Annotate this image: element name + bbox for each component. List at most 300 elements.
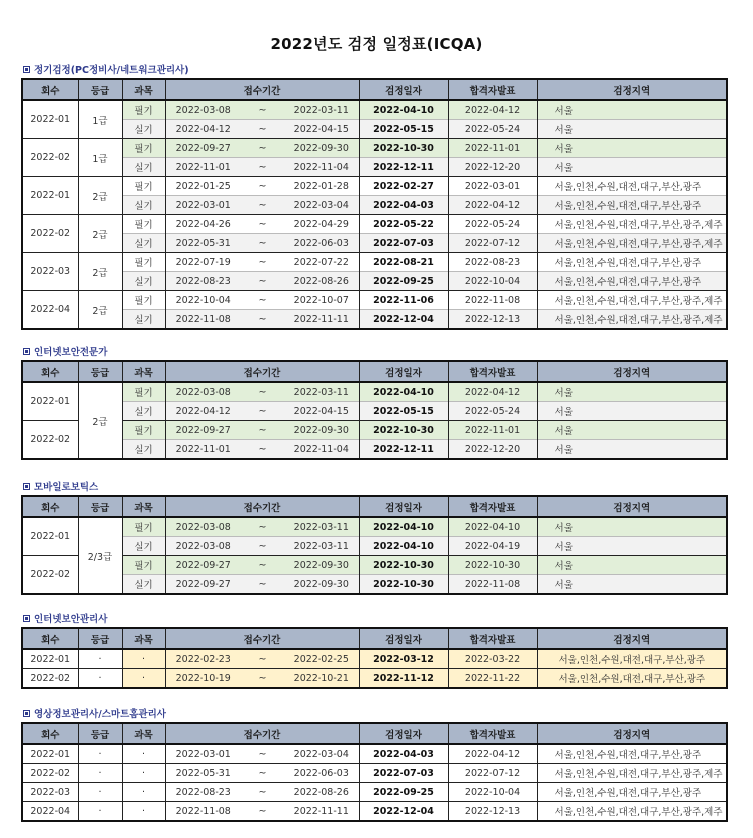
cell-grade: 2급 [78, 177, 122, 215]
cell-grade: · [78, 669, 122, 689]
cell-round: 2022-02 [22, 421, 78, 460]
cell-apply-to: 2022-08-26 [284, 783, 359, 802]
cell-region: 서울,인천,수원,대전,대구,부산,광주,제주 [537, 310, 727, 330]
cell-subject: 필기 [122, 291, 165, 310]
cell-apply-tilde: ~ [241, 291, 284, 310]
table-row [22, 158, 727, 177]
cell-apply-from: 2022-10-19 [165, 669, 241, 689]
cell-apply-from: 2022-04-12 [165, 402, 241, 421]
section-title [23, 612, 726, 627]
cell-exam-date: 2022-12-11 [359, 440, 448, 460]
section-title-text: 모바일로보틱스 [34, 482, 99, 493]
table-row [22, 402, 727, 421]
cell-exam-date: 2022-12-04 [359, 310, 448, 330]
header-application-period: 접수기간 [165, 628, 359, 649]
cell-round: 2022-02 [22, 139, 78, 177]
table-row [22, 177, 727, 196]
cell-region: 서울,인천,수원,대전,대구,부산,광주,제주 [537, 802, 727, 822]
cell-region: 서울 [537, 402, 727, 421]
cell-apply-from: 2022-03-08 [165, 100, 241, 120]
header-exam-date: 검정일자 [359, 496, 448, 517]
cell-grade: 2급 [78, 253, 122, 291]
cell-result-date: 2022-07-12 [448, 764, 537, 783]
header-region: 검정지역 [537, 361, 727, 382]
cell-round: 2022-04 [22, 802, 78, 822]
cell-exam-date: 2022-10-30 [359, 556, 448, 575]
table-row [22, 649, 727, 669]
cell-apply-to: 2022-03-11 [284, 382, 359, 402]
cell-subject: 필기 [122, 177, 165, 196]
square-bullet-icon [23, 483, 30, 490]
cell-apply-to: 2022-10-21 [284, 669, 359, 689]
section-regular-exam [21, 63, 726, 330]
cell-grade: · [78, 764, 122, 783]
cell-apply-tilde: ~ [241, 100, 284, 120]
cell-subject: 실기 [122, 402, 165, 421]
cell-apply-tilde: ~ [241, 139, 284, 158]
cell-round: 2022-02 [22, 764, 78, 783]
cell-apply-from: 2022-01-25 [165, 177, 241, 196]
cell-grade: · [78, 744, 122, 764]
cell-apply-tilde: ~ [241, 649, 284, 669]
schedule-table [21, 722, 728, 822]
cell-region: 서울 [537, 382, 727, 402]
cell-apply-to: 2022-11-11 [284, 802, 359, 822]
cell-apply-tilde: ~ [241, 272, 284, 291]
cell-apply-to: 2022-08-26 [284, 272, 359, 291]
cell-result-date: 2022-10-30 [448, 556, 537, 575]
cell-result-date: 2022-04-10 [448, 517, 537, 537]
cell-round: 2022-02 [22, 556, 78, 595]
cell-apply-tilde: ~ [241, 537, 284, 556]
header-round: 회수 [22, 723, 78, 744]
section-title-text: 정기검정(PC정비사/네트워크관리사) [34, 65, 189, 76]
cell-apply-from: 2022-02-23 [165, 649, 241, 669]
header-result-date: 합격자발표 [448, 361, 537, 382]
table-row [22, 537, 727, 556]
section-title [23, 63, 726, 78]
cell-round: 2022-02 [22, 215, 78, 253]
table-row [22, 253, 727, 272]
section-title [23, 345, 726, 360]
cell-apply-from: 2022-03-01 [165, 744, 241, 764]
cell-apply-tilde: ~ [241, 440, 284, 460]
header-application-period: 접수기간 [165, 496, 359, 517]
header-subject: 과목 [122, 361, 165, 382]
table-row [22, 744, 727, 764]
cell-result-date: 2022-03-01 [448, 177, 537, 196]
header-exam-date: 검정일자 [359, 723, 448, 744]
cell-apply-to: 2022-11-11 [284, 310, 359, 330]
cell-exam-date: 2022-09-25 [359, 272, 448, 291]
schedule-table [21, 78, 728, 330]
cell-subject: · [122, 669, 165, 689]
cell-apply-tilde: ~ [241, 382, 284, 402]
section-internet-security-manager [21, 612, 726, 689]
header-round: 회수 [22, 361, 78, 382]
cell-apply-from: 2022-03-08 [165, 517, 241, 537]
cell-exam-date: 2022-12-11 [359, 158, 448, 177]
section-mobile-robotics [21, 480, 726, 595]
cell-apply-tilde: ~ [241, 215, 284, 234]
cell-subject: 실기 [122, 158, 165, 177]
cell-round: 2022-01 [22, 649, 78, 669]
cell-subject: · [122, 744, 165, 764]
section-title-text: 인터넷보안관리사 [34, 614, 108, 625]
cell-apply-tilde: ~ [241, 196, 284, 215]
cell-region: 서울,인천,수원,대전,대구,부산,광주 [537, 744, 727, 764]
table-row [22, 100, 727, 120]
cell-apply-from: 2022-09-27 [165, 556, 241, 575]
cell-exam-date: 2022-04-10 [359, 382, 448, 402]
header-result-date: 합격자발표 [448, 723, 537, 744]
cell-grade: · [78, 802, 122, 822]
header-application-period: 접수기간 [165, 361, 359, 382]
header-application-period: 접수기간 [165, 723, 359, 744]
cell-round: 2022-01 [22, 177, 78, 215]
cell-result-date: 2022-08-23 [448, 253, 537, 272]
cell-apply-tilde: ~ [241, 669, 284, 689]
table-header-row [22, 628, 727, 649]
cell-grade: 2급 [78, 215, 122, 253]
header-round: 회수 [22, 628, 78, 649]
square-bullet-icon [23, 615, 30, 622]
cell-subject: · [122, 764, 165, 783]
header-grade: 등급 [78, 496, 122, 517]
table-row [22, 139, 727, 158]
table-row [22, 440, 727, 460]
table-row [22, 556, 727, 575]
schedule-table [21, 495, 728, 595]
square-bullet-icon [23, 66, 30, 73]
cell-apply-to: 2022-04-15 [284, 402, 359, 421]
cell-apply-to: 2022-04-15 [284, 120, 359, 139]
cell-apply-to: 2022-11-04 [284, 440, 359, 460]
cell-apply-from: 2022-08-23 [165, 272, 241, 291]
cell-apply-tilde: ~ [241, 744, 284, 764]
cell-region: 서울,인천,수원,대전,대구,부산,광주 [537, 783, 727, 802]
table-row [22, 272, 727, 291]
cell-exam-date: 2022-04-10 [359, 537, 448, 556]
header-region: 검정지역 [537, 79, 727, 100]
header-application-period: 접수기간 [165, 79, 359, 100]
header-exam-date: 검정일자 [359, 628, 448, 649]
square-bullet-icon [23, 710, 30, 717]
cell-apply-to: 2022-02-25 [284, 649, 359, 669]
cell-region: 서울,인천,수원,대전,대구,부산,광주,제주 [537, 234, 727, 253]
table-row [22, 421, 727, 440]
cell-region: 서울 [537, 120, 727, 139]
cell-apply-to: 2022-09-30 [284, 421, 359, 440]
cell-subject: 필기 [122, 421, 165, 440]
header-subject: 과목 [122, 79, 165, 100]
cell-region: 서울,인천,수원,대전,대구,부산,광주 [537, 196, 727, 215]
section-title [23, 707, 726, 722]
cell-apply-from: 2022-04-12 [165, 120, 241, 139]
cell-exam-date: 2022-04-03 [359, 744, 448, 764]
header-region: 검정지역 [537, 628, 727, 649]
cell-apply-tilde: ~ [241, 556, 284, 575]
cell-exam-date: 2022-08-21 [359, 253, 448, 272]
header-result-date: 합격자발표 [448, 628, 537, 649]
cell-apply-to: 2022-03-11 [284, 100, 359, 120]
cell-round: 2022-04 [22, 291, 78, 330]
header-region: 검정지역 [537, 496, 727, 517]
cell-apply-to: 2022-09-30 [284, 575, 359, 595]
table-row [22, 669, 727, 689]
cell-result-date: 2022-11-22 [448, 669, 537, 689]
cell-apply-to: 2022-04-29 [284, 215, 359, 234]
cell-apply-to: 2022-03-11 [284, 517, 359, 537]
cell-result-date: 2022-03-22 [448, 649, 537, 669]
cell-exam-date: 2022-11-06 [359, 291, 448, 310]
cell-apply-from: 2022-11-01 [165, 440, 241, 460]
cell-result-date: 2022-04-12 [448, 196, 537, 215]
cell-round: 2022-01 [22, 100, 78, 139]
cell-exam-date: 2022-10-30 [359, 421, 448, 440]
cell-result-date: 2022-05-24 [448, 120, 537, 139]
cell-apply-tilde: ~ [241, 158, 284, 177]
cell-region: 서울,인천,수원,대전,대구,부산,광주 [537, 253, 727, 272]
cell-apply-tilde: ~ [241, 517, 284, 537]
cell-apply-to: 2022-06-03 [284, 764, 359, 783]
table-row [22, 291, 727, 310]
cell-result-date: 2022-11-08 [448, 291, 537, 310]
table-header-row [22, 496, 727, 517]
header-grade: 등급 [78, 723, 122, 744]
cell-region: 서울 [537, 100, 727, 120]
cell-grade: 2급 [78, 382, 122, 459]
cell-apply-tilde: ~ [241, 783, 284, 802]
cell-exam-date: 2022-12-04 [359, 802, 448, 822]
cell-apply-tilde: ~ [241, 234, 284, 253]
cell-apply-tilde: ~ [241, 421, 284, 440]
cell-apply-from: 2022-03-08 [165, 382, 241, 402]
table-header-row [22, 361, 727, 382]
cell-result-date: 2022-11-01 [448, 421, 537, 440]
cell-result-date: 2022-05-24 [448, 402, 537, 421]
cell-region: 서울,인천,수원,대전,대구,부산,광주 [537, 669, 727, 689]
table-row [22, 783, 727, 802]
cell-apply-tilde: ~ [241, 575, 284, 595]
cell-apply-from: 2022-04-26 [165, 215, 241, 234]
cell-subject: 실기 [122, 575, 165, 595]
cell-subject: 필기 [122, 556, 165, 575]
cell-exam-date: 2022-05-15 [359, 120, 448, 139]
section-internet-security-expert [21, 345, 726, 460]
header-result-date: 합격자발표 [448, 79, 537, 100]
cell-apply-tilde: ~ [241, 177, 284, 196]
cell-apply-tilde: ~ [241, 310, 284, 330]
cell-apply-from: 2022-03-08 [165, 537, 241, 556]
cell-apply-from: 2022-03-01 [165, 196, 241, 215]
cell-apply-to: 2022-11-04 [284, 158, 359, 177]
cell-result-date: 2022-12-20 [448, 440, 537, 460]
cell-result-date: 2022-04-12 [448, 744, 537, 764]
cell-subject: · [122, 649, 165, 669]
header-grade: 등급 [78, 361, 122, 382]
cell-apply-to: 2022-09-30 [284, 556, 359, 575]
cell-subject: 필기 [122, 215, 165, 234]
schedule-table [21, 360, 728, 460]
cell-apply-to: 2022-07-22 [284, 253, 359, 272]
cell-round: 2022-03 [22, 253, 78, 291]
cell-apply-to: 2022-06-03 [284, 234, 359, 253]
cell-region: 서울,인천,수원,대전,대구,부산,광주,제주 [537, 291, 727, 310]
cell-subject: 필기 [122, 100, 165, 120]
header-exam-date: 검정일자 [359, 79, 448, 100]
header-exam-date: 검정일자 [359, 361, 448, 382]
square-bullet-icon [23, 348, 30, 355]
cell-apply-from: 2022-07-19 [165, 253, 241, 272]
cell-apply-tilde: ~ [241, 253, 284, 272]
cell-round: 2022-03 [22, 783, 78, 802]
cell-grade: 2/3급 [78, 517, 122, 594]
cell-result-date: 2022-04-12 [448, 100, 537, 120]
cell-apply-to: 2022-10-07 [284, 291, 359, 310]
cell-apply-from: 2022-09-27 [165, 139, 241, 158]
cell-round: 2022-01 [22, 517, 78, 556]
cell-grade: 1급 [78, 100, 122, 139]
cell-subject: 실기 [122, 537, 165, 556]
cell-exam-date: 2022-07-03 [359, 234, 448, 253]
cell-round: 2022-02 [22, 669, 78, 689]
cell-exam-date: 2022-09-25 [359, 783, 448, 802]
cell-exam-date: 2022-10-30 [359, 575, 448, 595]
section-video-smarthome-manager [21, 707, 726, 822]
cell-result-date: 2022-11-01 [448, 139, 537, 158]
cell-region: 서울 [537, 421, 727, 440]
cell-apply-tilde: ~ [241, 402, 284, 421]
table-row [22, 120, 727, 139]
cell-region: 서울,인천,수원,대전,대구,부산,광주 [537, 177, 727, 196]
cell-exam-date: 2022-05-15 [359, 402, 448, 421]
cell-region: 서울 [537, 158, 727, 177]
cell-subject: 필기 [122, 253, 165, 272]
cell-result-date: 2022-12-20 [448, 158, 537, 177]
cell-exam-date: 2022-10-30 [359, 139, 448, 158]
cell-region: 서울,인천,수원,대전,대구,부산,광주,제주 [537, 764, 727, 783]
cell-apply-from: 2022-09-27 [165, 421, 241, 440]
cell-subject: 실기 [122, 120, 165, 139]
cell-subject: 필기 [122, 517, 165, 537]
cell-region: 서울,인천,수원,대전,대구,부산,광주 [537, 649, 727, 669]
section-title-text: 영상정보관리사/스마트홈관리사 [34, 709, 166, 720]
cell-apply-to: 2022-01-28 [284, 177, 359, 196]
cell-exam-date: 2022-03-12 [359, 649, 448, 669]
section-title [23, 480, 726, 495]
cell-subject: 필기 [122, 139, 165, 158]
cell-apply-from: 2022-09-27 [165, 575, 241, 595]
cell-result-date: 2022-10-04 [448, 783, 537, 802]
header-grade: 등급 [78, 628, 122, 649]
cell-grade: · [78, 783, 122, 802]
cell-exam-date: 2022-04-10 [359, 100, 448, 120]
schedule-table [21, 627, 728, 689]
cell-exam-date: 2022-05-22 [359, 215, 448, 234]
table-row [22, 517, 727, 537]
cell-exam-date: 2022-07-03 [359, 764, 448, 783]
cell-region: 서울,인천,수원,대전,대구,부산,광주,제주 [537, 215, 727, 234]
cell-apply-to: 2022-03-04 [284, 196, 359, 215]
cell-exam-date: 2022-11-12 [359, 669, 448, 689]
cell-exam-date: 2022-04-10 [359, 517, 448, 537]
cell-result-date: 2022-11-08 [448, 575, 537, 595]
cell-result-date: 2022-12-13 [448, 802, 537, 822]
cell-apply-from: 2022-05-31 [165, 764, 241, 783]
cell-apply-from: 2022-11-08 [165, 802, 241, 822]
cell-result-date: 2022-04-12 [448, 382, 537, 402]
cell-apply-from: 2022-05-31 [165, 234, 241, 253]
table-row [22, 802, 727, 822]
cell-apply-from: 2022-08-23 [165, 783, 241, 802]
table-row [22, 310, 727, 330]
cell-subject: · [122, 802, 165, 822]
cell-exam-date: 2022-02-27 [359, 177, 448, 196]
header-round: 회수 [22, 79, 78, 100]
table-row [22, 215, 727, 234]
page-title: 2022년도 검정 일정표(ICQA) [270, 35, 483, 53]
table-row [22, 764, 727, 783]
cell-region: 서울 [537, 440, 727, 460]
cell-round: 2022-01 [22, 382, 78, 421]
cell-apply-to: 2022-03-04 [284, 744, 359, 764]
cell-apply-to: 2022-09-30 [284, 139, 359, 158]
cell-exam-date: 2022-04-03 [359, 196, 448, 215]
table-header-row [22, 723, 727, 744]
section-title-text: 인터넷보안전문가 [34, 347, 108, 358]
header-region: 검정지역 [537, 723, 727, 744]
cell-apply-tilde: ~ [241, 764, 284, 783]
cell-region: 서울 [537, 537, 727, 556]
cell-apply-tilde: ~ [241, 802, 284, 822]
cell-region: 서울 [537, 575, 727, 595]
cell-result-date: 2022-10-04 [448, 272, 537, 291]
cell-subject: 실기 [122, 440, 165, 460]
cell-subject: 실기 [122, 310, 165, 330]
cell-apply-from: 2022-10-04 [165, 291, 241, 310]
table-row [22, 196, 727, 215]
cell-result-date: 2022-04-19 [448, 537, 537, 556]
header-subject: 과목 [122, 628, 165, 649]
table-row [22, 234, 727, 253]
cell-result-date: 2022-05-24 [448, 215, 537, 234]
cell-region: 서울,인천,수원,대전,대구,부산,광주 [537, 272, 727, 291]
cell-grade: 2급 [78, 291, 122, 330]
cell-apply-from: 2022-11-08 [165, 310, 241, 330]
cell-region: 서울 [537, 517, 727, 537]
cell-subject: 실기 [122, 234, 165, 253]
cell-apply-tilde: ~ [241, 120, 284, 139]
cell-subject: 실기 [122, 196, 165, 215]
cell-region: 서울 [537, 139, 727, 158]
header-grade: 등급 [78, 79, 122, 100]
header-round: 회수 [22, 496, 78, 517]
cell-round: 2022-01 [22, 744, 78, 764]
header-subject: 과목 [122, 723, 165, 744]
header-subject: 과목 [122, 496, 165, 517]
cell-subject: 필기 [122, 382, 165, 402]
cell-subject: · [122, 783, 165, 802]
header-result-date: 합격자발표 [448, 496, 537, 517]
table-row [22, 575, 727, 595]
cell-grade: · [78, 649, 122, 669]
cell-result-date: 2022-12-13 [448, 310, 537, 330]
table-header-row [22, 79, 727, 100]
cell-apply-from: 2022-11-01 [165, 158, 241, 177]
cell-apply-to: 2022-03-11 [284, 537, 359, 556]
cell-grade: 1급 [78, 139, 122, 177]
